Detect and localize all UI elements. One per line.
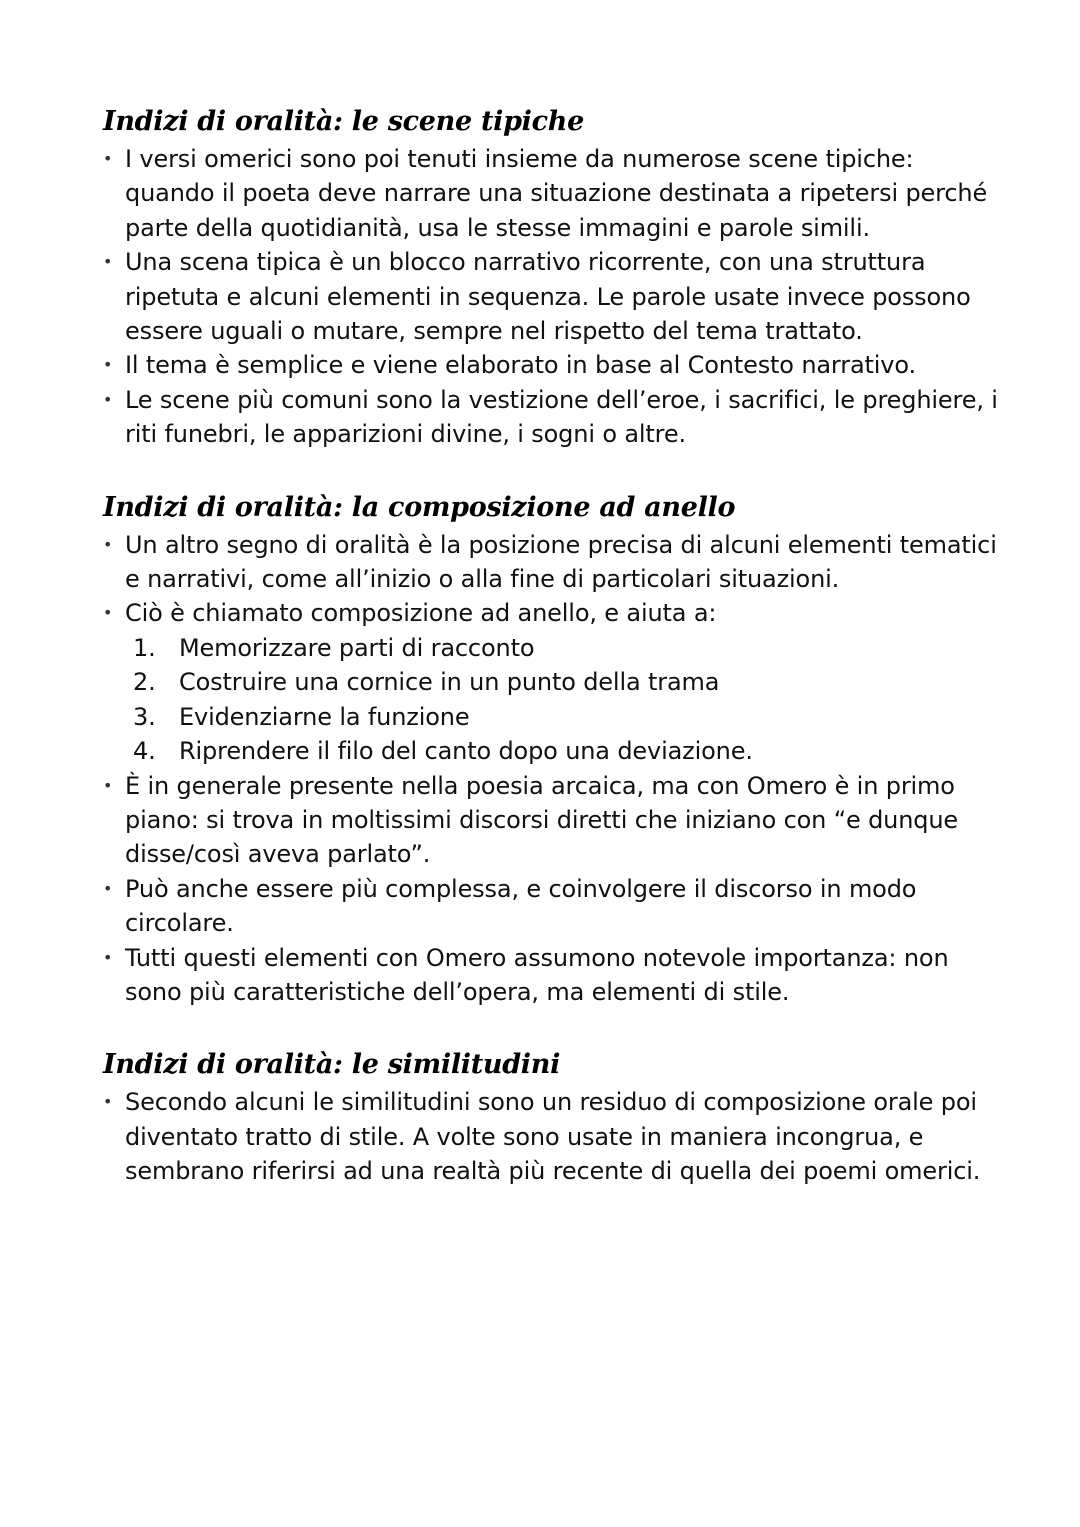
bullet-item (103, 596, 1003, 768)
bullet-item: • È in generale presente nella poesia arcaica, ma con Omero è in primo piano: si trova in moltissimi discorsi diretti che iniziano con “e dunque disse/così aveva parlato”. (103, 769, 1003, 872)
numbered-list (125, 631, 1003, 769)
numbered-item-text: Evidenziarne la funzione (179, 702, 470, 731)
bullet-item: • Le scene più comuni sono la vestizione dell’eroe, i sacrifici, le preghiere, i riti funebri, le apparizioni divine, i sogni o altre. (103, 383, 1003, 452)
section-heading: Indizi di oralità: le scene tipiche (103, 106, 584, 137)
bullet-item: • Può anche essere più complessa, e coinvolgere il discorso in modo circolare. (103, 872, 1003, 941)
section-similitudini (103, 1047, 1003, 1188)
section-heading: Indizi di oralità: le similitudini (103, 1049, 561, 1081)
numbered-item-number: 4. (133, 737, 156, 766)
numbered-item-text: Memorizzare parti di racconto (179, 633, 535, 662)
section-scene-tipiche (103, 104, 1003, 452)
numbered-item-text: Riprendere il filo del canto dopo una deviazione. (179, 737, 753, 766)
bullet-item: • Una scena tipica è un blocco narrativo ricorrente, con una struttura ripetuta e alcuni elementi in sequenza. Le parole usate invece possono essere uguali o mutare, sempre nel rispetto del tema trattato. (103, 245, 1003, 348)
numbered-item (133, 631, 1003, 665)
numbered-item-number: 3. (133, 702, 156, 731)
bullet-list (103, 142, 1003, 452)
section-composizione-ad-anello (103, 490, 1003, 1010)
bullet-item: • Un altro segno di oralità è la posizione precisa di alcuni elementi tematici e narrativi, come all’inizio o alla fine di particolari situazioni. (103, 528, 1003, 597)
bullet-item: • I versi omerici sono poi tenuti insieme da numerose scene tipiche: quando il poeta deve narrare una situazione destinata a ripetersi perché parte della quotidianità, usa le stesse immagini e parole simili. (103, 142, 1003, 245)
numbered-item-number: 1. (133, 633, 156, 662)
bullet-item: • Il tema è semplice e viene elaborato in base al Contesto narrativo. (103, 348, 1003, 382)
bullet-item-text: Ciò è chiamato composizione ad anello, e aiuta a: (125, 599, 717, 628)
numbered-item (133, 734, 1003, 768)
bullet-list (103, 1085, 1003, 1188)
numbered-item-number: 2. (133, 668, 156, 697)
bullet-item: • Tutti questi elementi con Omero assumono notevole importanza: non sono più caratteristiche dell’opera, ma elementi di stile. (103, 941, 1003, 1010)
numbered-item (133, 665, 1003, 699)
notes-page (103, 104, 1003, 1189)
numbered-item (133, 700, 1003, 734)
numbered-item-text: Costruire una cornice in un punto della trama (179, 668, 720, 697)
section-heading: Indizi di oralità: la composizione ad anello (103, 491, 736, 523)
bullet-list (103, 528, 1003, 1010)
bullet-item: • Secondo alcuni le similitudini sono un residuo di composizione orale poi diventato tratto di stile. A volte sono usate in maniera incongrua, e sembrano riferirsi ad una realtà più recente di quella dei poemi omerici. (103, 1085, 1003, 1188)
